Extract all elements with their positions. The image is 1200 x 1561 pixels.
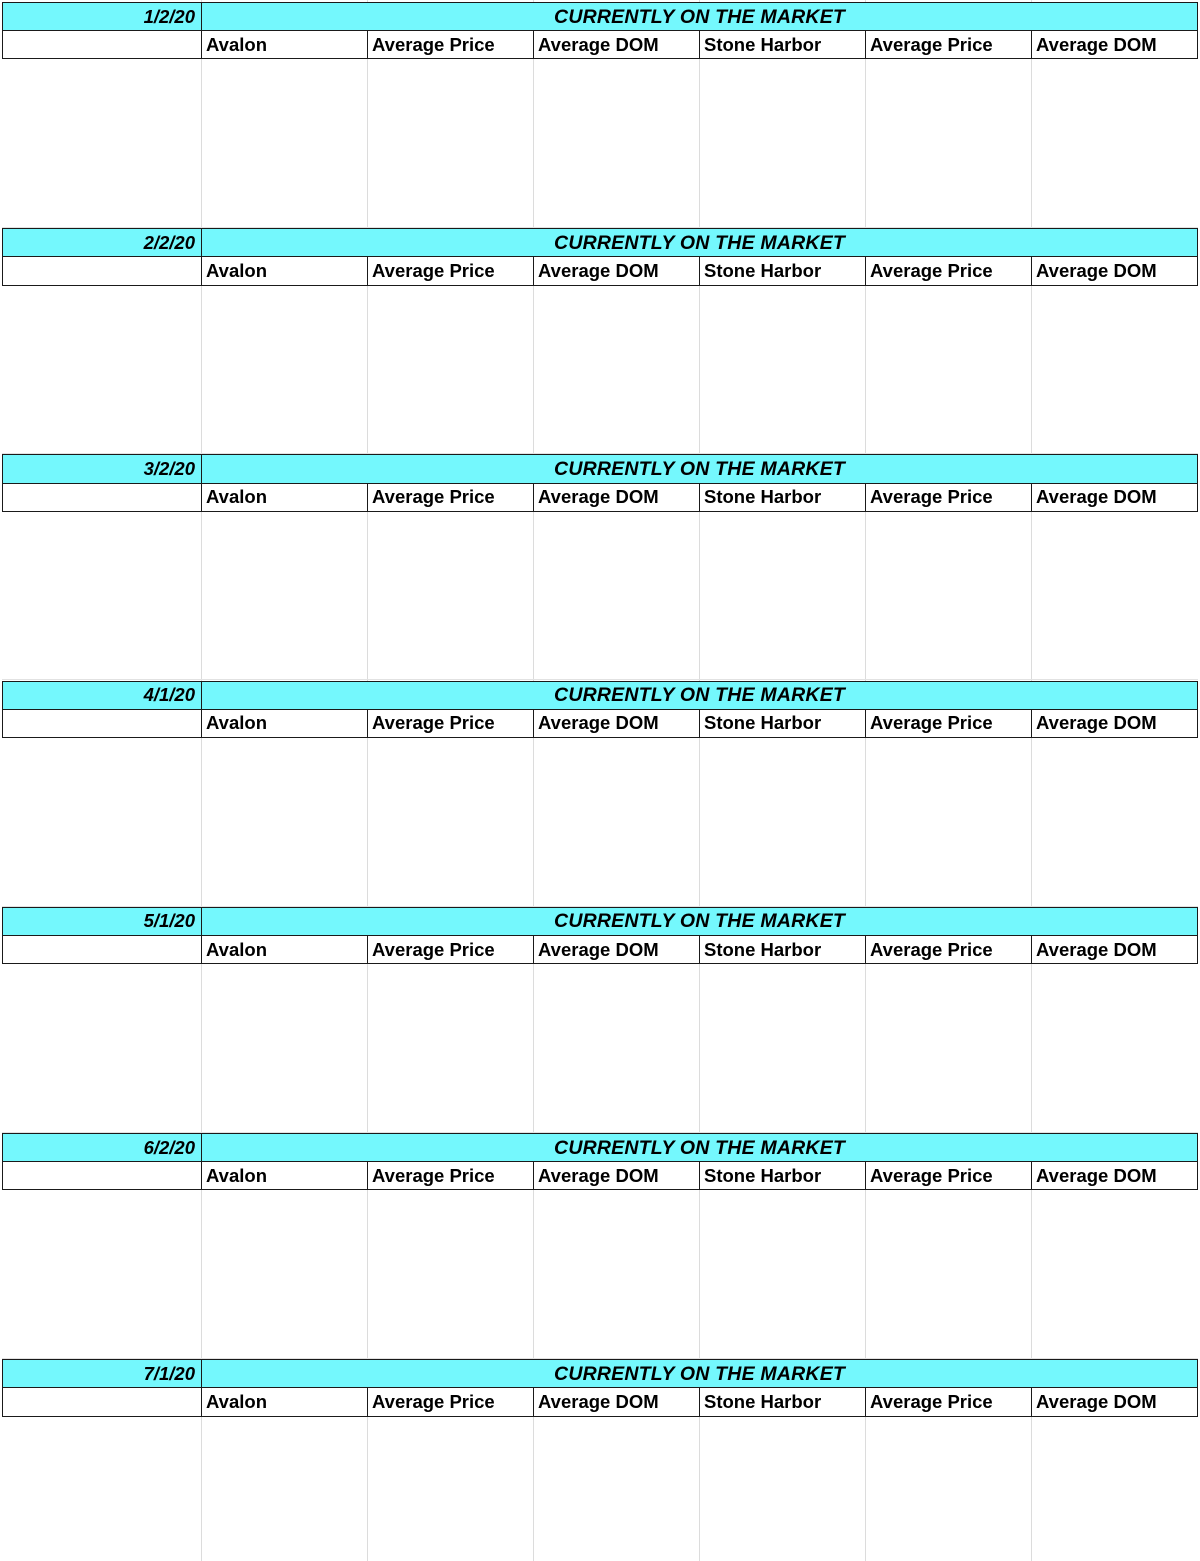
column-header-row [3,709,1198,737]
header-stone-harbor[interactable]: Stone Harbor [700,483,866,511]
title-row [3,907,1198,935]
header-avalon-average-dom[interactable]: Average DOM [534,1388,700,1416]
header-stone-harbor-average-dom[interactable]: Average DOM [1032,257,1198,285]
column-header-row [3,483,1198,511]
header-blank-cell[interactable] [3,1388,202,1416]
header-blank-cell[interactable] [3,1162,202,1190]
market-table [2,1359,1198,1416]
header-stone-harbor[interactable]: Stone Harbor [700,1162,866,1190]
header-stone-harbor-average-dom[interactable]: Average DOM [1032,1162,1198,1190]
header-avalon[interactable]: Avalon [202,709,368,737]
period-date[interactable]: 6/2/20 [3,1134,202,1162]
header-stone-harbor-average-price[interactable]: Average Price [866,31,1032,59]
market-block [2,681,1198,738]
header-stone-harbor-average-dom[interactable]: Average DOM [1032,935,1198,963]
header-avalon[interactable]: Avalon [202,31,368,59]
period-date[interactable]: 5/1/20 [3,907,202,935]
market-banner[interactable]: CURRENTLY ON THE MARKET [202,229,1198,257]
market-banner[interactable]: CURRENTLY ON THE MARKET [202,455,1198,483]
header-stone-harbor[interactable]: Stone Harbor [700,1388,866,1416]
header-avalon-average-price[interactable]: Average Price [368,31,534,59]
spacer-row [2,1331,1198,1359]
column-header-row [3,935,1198,963]
header-stone-harbor[interactable]: Stone Harbor [700,935,866,963]
header-blank-cell[interactable] [3,935,202,963]
header-avalon-average-price[interactable]: Average Price [368,1388,534,1416]
header-avalon-average-price[interactable]: Average Price [368,1162,534,1190]
header-avalon-average-dom[interactable]: Average DOM [534,1162,700,1190]
header-avalon[interactable]: Avalon [202,257,368,285]
spacer-row [2,1105,1198,1133]
header-stone-harbor-average-price[interactable]: Average Price [866,935,1032,963]
market-banner[interactable]: CURRENTLY ON THE MARKET [202,907,1198,935]
market-block [2,907,1198,964]
header-avalon[interactable]: Avalon [202,483,368,511]
header-stone-harbor-average-price[interactable]: Average Price [866,1162,1032,1190]
title-row [3,3,1198,31]
title-row [3,455,1198,483]
spacer-row [2,652,1198,680]
period-date[interactable]: 4/1/20 [3,681,202,709]
title-row [3,1360,1198,1388]
column-header-row [3,1162,1198,1190]
market-banner[interactable]: CURRENTLY ON THE MARKET [202,3,1198,31]
header-stone-harbor-average-price[interactable]: Average Price [866,257,1032,285]
title-row [3,681,1198,709]
market-table [2,2,1198,59]
column-header-row [3,31,1198,59]
spacer-row [2,200,1198,228]
header-avalon-average-dom[interactable]: Average DOM [534,709,700,737]
header-avalon-average-dom[interactable]: Average DOM [534,31,700,59]
market-table [2,454,1198,511]
header-avalon-average-dom[interactable]: Average DOM [534,257,700,285]
header-stone-harbor[interactable]: Stone Harbor [700,709,866,737]
header-stone-harbor-average-price[interactable]: Average Price [866,483,1032,511]
market-block [2,1359,1198,1416]
header-avalon-average-price[interactable]: Average Price [368,709,534,737]
header-avalon[interactable]: Avalon [202,1162,368,1190]
market-table [2,907,1198,964]
header-blank-cell[interactable] [3,257,202,285]
header-stone-harbor-average-dom[interactable]: Average DOM [1032,709,1198,737]
header-avalon-average-dom[interactable]: Average DOM [534,483,700,511]
market-block [2,454,1198,511]
header-avalon-average-dom[interactable]: Average DOM [534,935,700,963]
market-banner[interactable]: CURRENTLY ON THE MARKET [202,1360,1198,1388]
header-stone-harbor[interactable]: Stone Harbor [700,257,866,285]
spacer-row [2,879,1198,907]
period-date[interactable]: 3/2/20 [3,455,202,483]
header-avalon[interactable]: Avalon [202,935,368,963]
market-block [2,228,1198,285]
header-stone-harbor-average-dom[interactable]: Average DOM [1032,483,1198,511]
spacer-row [2,426,1198,454]
title-row [3,1134,1198,1162]
header-stone-harbor-average-price[interactable]: Average Price [866,1388,1032,1416]
period-date[interactable]: 1/2/20 [3,3,202,31]
header-stone-harbor[interactable]: Stone Harbor [700,31,866,59]
header-avalon-average-price[interactable]: Average Price [368,257,534,285]
period-date[interactable]: 2/2/20 [3,229,202,257]
market-table [2,681,1198,738]
column-header-row [3,257,1198,285]
header-avalon-average-price[interactable]: Average Price [368,483,534,511]
header-blank-cell[interactable] [3,31,202,59]
header-stone-harbor-average-dom[interactable]: Average DOM [1032,31,1198,59]
header-stone-harbor-average-price[interactable]: Average Price [866,709,1032,737]
market-block [2,2,1198,59]
header-avalon[interactable]: Avalon [202,1388,368,1416]
header-blank-cell[interactable] [3,483,202,511]
market-table [2,228,1198,285]
market-table [2,1133,1198,1190]
column-header-row [3,1388,1198,1416]
header-stone-harbor-average-dom[interactable]: Average DOM [1032,1388,1198,1416]
market-banner[interactable]: CURRENTLY ON THE MARKET [202,681,1198,709]
header-avalon-average-price[interactable]: Average Price [368,935,534,963]
market-banner[interactable]: CURRENTLY ON THE MARKET [202,1134,1198,1162]
market-block [2,1133,1198,1190]
header-blank-cell[interactable] [3,709,202,737]
period-date[interactable]: 7/1/20 [3,1360,202,1388]
title-row [3,229,1198,257]
